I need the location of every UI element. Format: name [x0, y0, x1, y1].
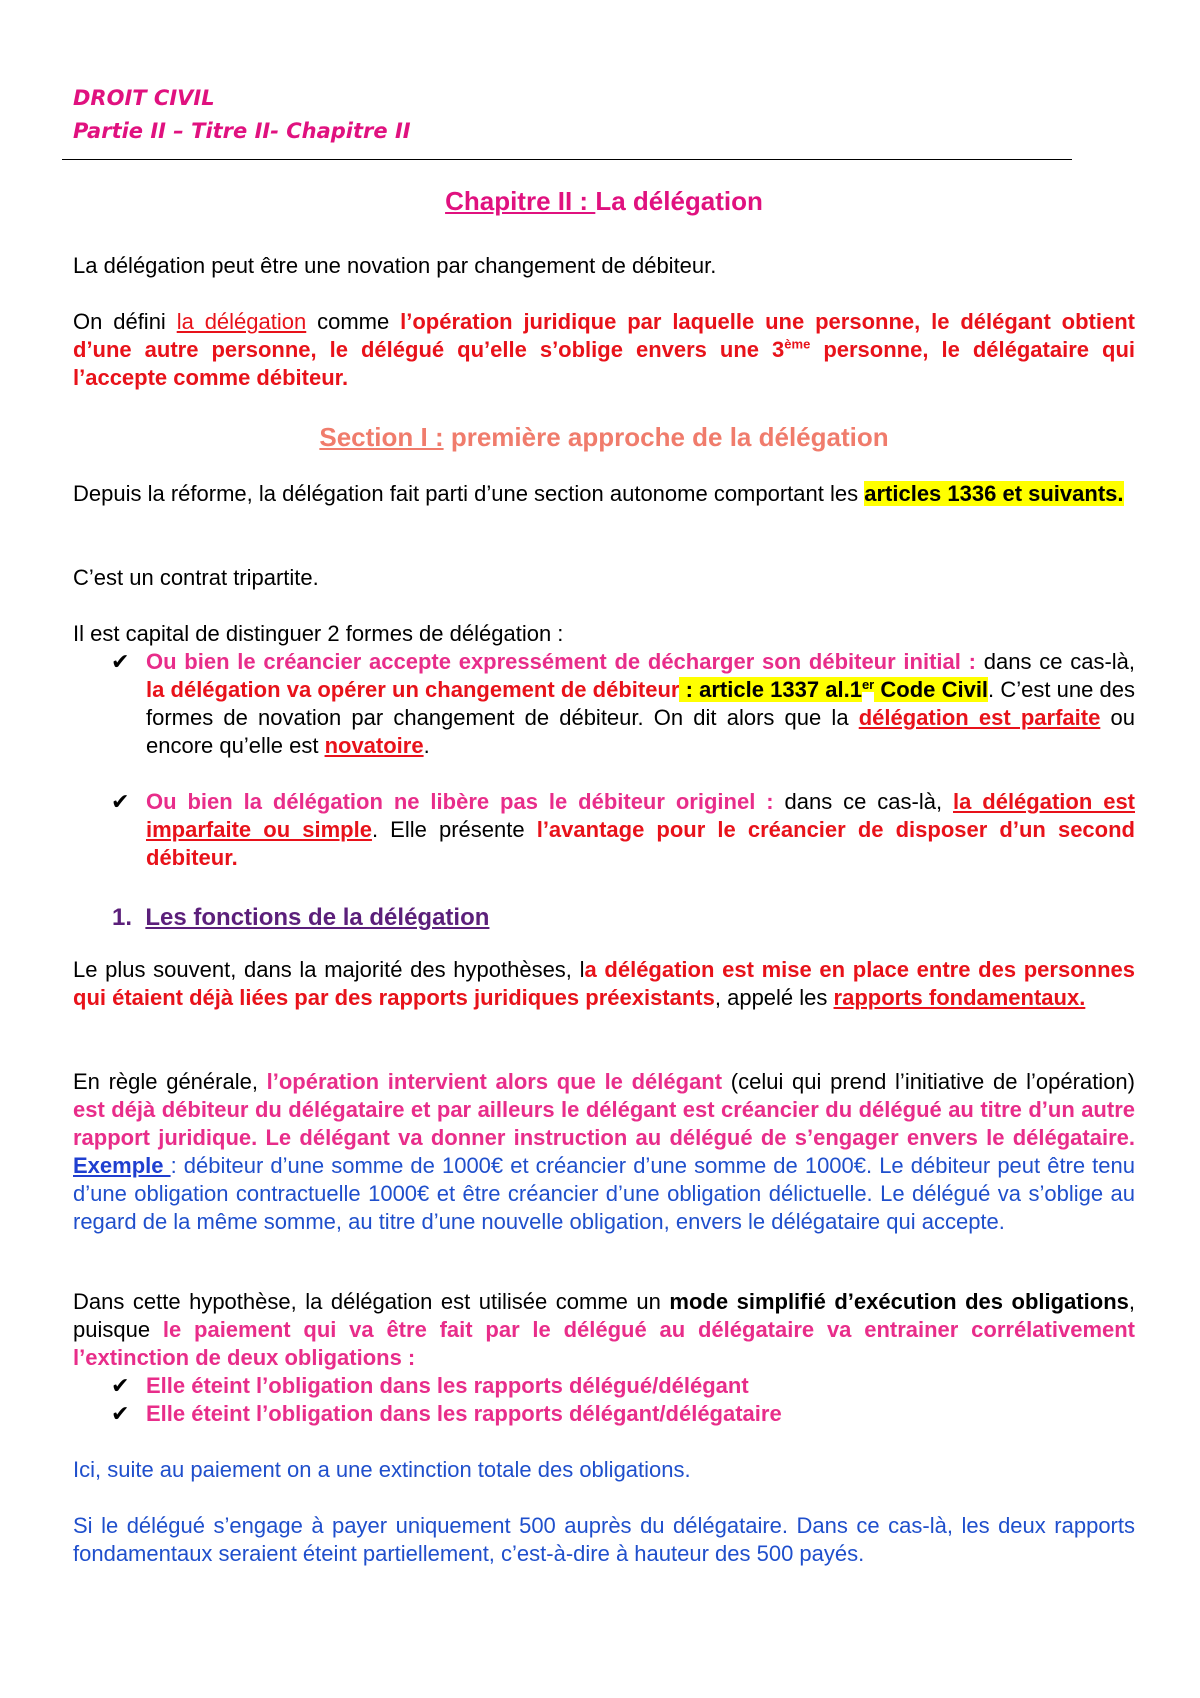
paragraph-forms-2	[73, 788, 1135, 872]
b2-e: l’avantage pour le créancier de disposer d’un second débiteur.	[146, 817, 1135, 870]
paragraph-hypothesis	[73, 1288, 1135, 1428]
p6-c: , appelé les	[714, 985, 834, 1010]
tripartite-text: C’est un contrat tripartite.	[73, 565, 319, 590]
b1-e: Code Civil	[874, 677, 989, 702]
p7-example-text: : débiteur d’une somme de 1000€ et créancier d’une somme de 1000€. Le débiteur peut être tenu d’une obligation contractuelle 1000€ et être créancier d’une obligation délictuelle. Le délégué va s’oblige au regard de la même somme, au titre d’une nouvelle obligation, envers le délégataire qui accepte.	[73, 1153, 1136, 1234]
section-number: Section I :	[319, 422, 444, 452]
paragraph-tripartite	[73, 564, 1135, 592]
partial-extinction-text: Si le délégué s’engage à payer uniquement 500 auprès du délégataire. Dans ce cas-là, les deux rapports fondamentaux seraient éteint partiellement, c’est-à-dire à hauteur des 500 payés.	[73, 1513, 1135, 1566]
p6-d: rapports fondamentaux.	[833, 985, 1086, 1010]
chapter-title-text: La délégation	[595, 186, 763, 216]
b1-b: dans ce cas-là,	[975, 649, 1136, 674]
p8-b: mode simplifié d’exécution des obligations	[669, 1289, 1129, 1314]
b1-f: . C’est une des formes de novation par changement de débiteur. On dit alors que la	[146, 677, 1135, 730]
def-text-c: comme	[306, 309, 401, 334]
list-item	[73, 1372, 1135, 1400]
p7-example-label: Exemple	[73, 1153, 171, 1178]
paragraph-total-extinction	[73, 1456, 1135, 1484]
reform-text: Depuis la réforme, la délégation fait parti d’une section autonome comportant les	[73, 481, 865, 506]
def-definition-end: personne, le délégataire qui l’accepte comme débiteur.	[73, 337, 1135, 390]
paragraph-definition	[73, 308, 1135, 392]
p7-d: est déjà débiteur du délégataire et par ailleurs le délégant est créancier du délégué au titre d’un autre rapport juridique. Le délégant va donner instruction au délégué de s’engager envers le délégataire.	[73, 1097, 1135, 1150]
section-title	[73, 422, 1135, 453]
def-text-a: On défini	[73, 309, 177, 334]
paragraph-partial-extinction	[73, 1512, 1135, 1568]
total-extinction-text: Ici, suite au paiement on a une extinction totale des obligations.	[73, 1457, 691, 1482]
b2-d: . Elle présente	[371, 817, 537, 842]
b2-c: la délégation est imparfaite ou simple	[146, 789, 1136, 842]
paragraph-hypotheses	[73, 956, 1135, 1012]
b1-i: novatoire	[324, 733, 424, 758]
list-item	[73, 1400, 1135, 1428]
b1-g: délégation est parfaite	[858, 705, 1101, 730]
def-definition: l’opération juridique par laquelle une personne, le délégant obtient d’une autre personne, le délégué qu’elle s’oblige envers une 3	[73, 309, 1135, 362]
forms-list	[73, 648, 1135, 760]
paragraph-general-rule	[73, 1068, 1135, 1236]
heading-number: 1.	[112, 904, 133, 931]
b2-b: dans ce cas-là,	[773, 789, 953, 814]
chapter-title	[73, 186, 1135, 217]
intro-text: La délégation peut être une novation par changement de débiteur.	[73, 253, 717, 278]
def-sup: ème	[784, 336, 811, 352]
b1-c: la délégation va opérer un changement de débiteur	[146, 677, 680, 702]
b1-a: Ou bien le créancier accepte expressément de décharger son débiteur initial :	[146, 649, 976, 674]
b1-d: : article 1337 al.1	[679, 677, 862, 702]
p8-d: le paiement qui va être fait par le délégué au délégataire va entrainer corrélativement l’extinction de deux obligations :	[73, 1317, 1136, 1370]
list-item	[73, 788, 1135, 872]
p7-b: l’opération intervient alors que le délégant	[266, 1069, 723, 1094]
p7-a: En règle générale,	[73, 1069, 267, 1094]
chapter-title-prefix: Chapitre II :	[445, 186, 596, 216]
b3-item-1: Elle éteint l’obligation dans les rapports délégué/délégant	[146, 1373, 749, 1398]
extinction-list	[73, 1372, 1135, 1428]
p8-c: , puisque	[73, 1289, 1135, 1342]
forms-text: Il est capital de distinguer 2 formes de délégation :	[73, 621, 564, 646]
paragraph-forms	[73, 620, 1135, 760]
paragraph-reform	[73, 480, 1135, 508]
heading-functions	[112, 904, 489, 932]
p8-a: Dans cette hypothèse, la délégation est utilisée comme un	[73, 1289, 670, 1314]
reform-articles: articles 1336 et suivants.	[864, 481, 1124, 506]
section-label: première approche de la délégation	[443, 422, 889, 452]
b1-h: ou encore qu’elle est	[146, 705, 1135, 758]
b1-sup: er	[861, 676, 875, 692]
check-icon: ✔	[111, 1373, 130, 1398]
header-chapter-path: Partie II – Titre II- Chapitre II	[73, 119, 411, 143]
check-icon: ✔	[111, 649, 130, 674]
check-icon: ✔	[111, 789, 130, 814]
def-term: la délégation	[176, 309, 307, 334]
check-icon: ✔	[111, 1401, 130, 1426]
p6-b: a délégation est mise en place entre des personnes qui étaient déjà liées par des rapports juridiques préexistants	[73, 957, 1136, 1010]
heading-label: Les fonctions de la délégation	[145, 904, 490, 931]
b3-item-2: Elle éteint l’obligation dans les rapports délégant/délégataire	[146, 1401, 782, 1426]
paragraph-intro	[73, 252, 1135, 280]
header-course: DROIT CIVIL	[73, 86, 215, 110]
header-divider	[62, 159, 1072, 160]
b2-a: Ou bien la délégation ne libère pas le débiteur originel :	[146, 789, 774, 814]
forms-list-2	[73, 788, 1135, 872]
p6-a: Le plus souvent, dans la majorité des hypothèses, l	[73, 957, 585, 982]
b1-j: .	[423, 733, 430, 758]
list-item	[73, 648, 1135, 760]
p7-c: (celui qui prend l’initiative de l’opération)	[722, 1069, 1135, 1094]
document-header	[73, 82, 1135, 148]
